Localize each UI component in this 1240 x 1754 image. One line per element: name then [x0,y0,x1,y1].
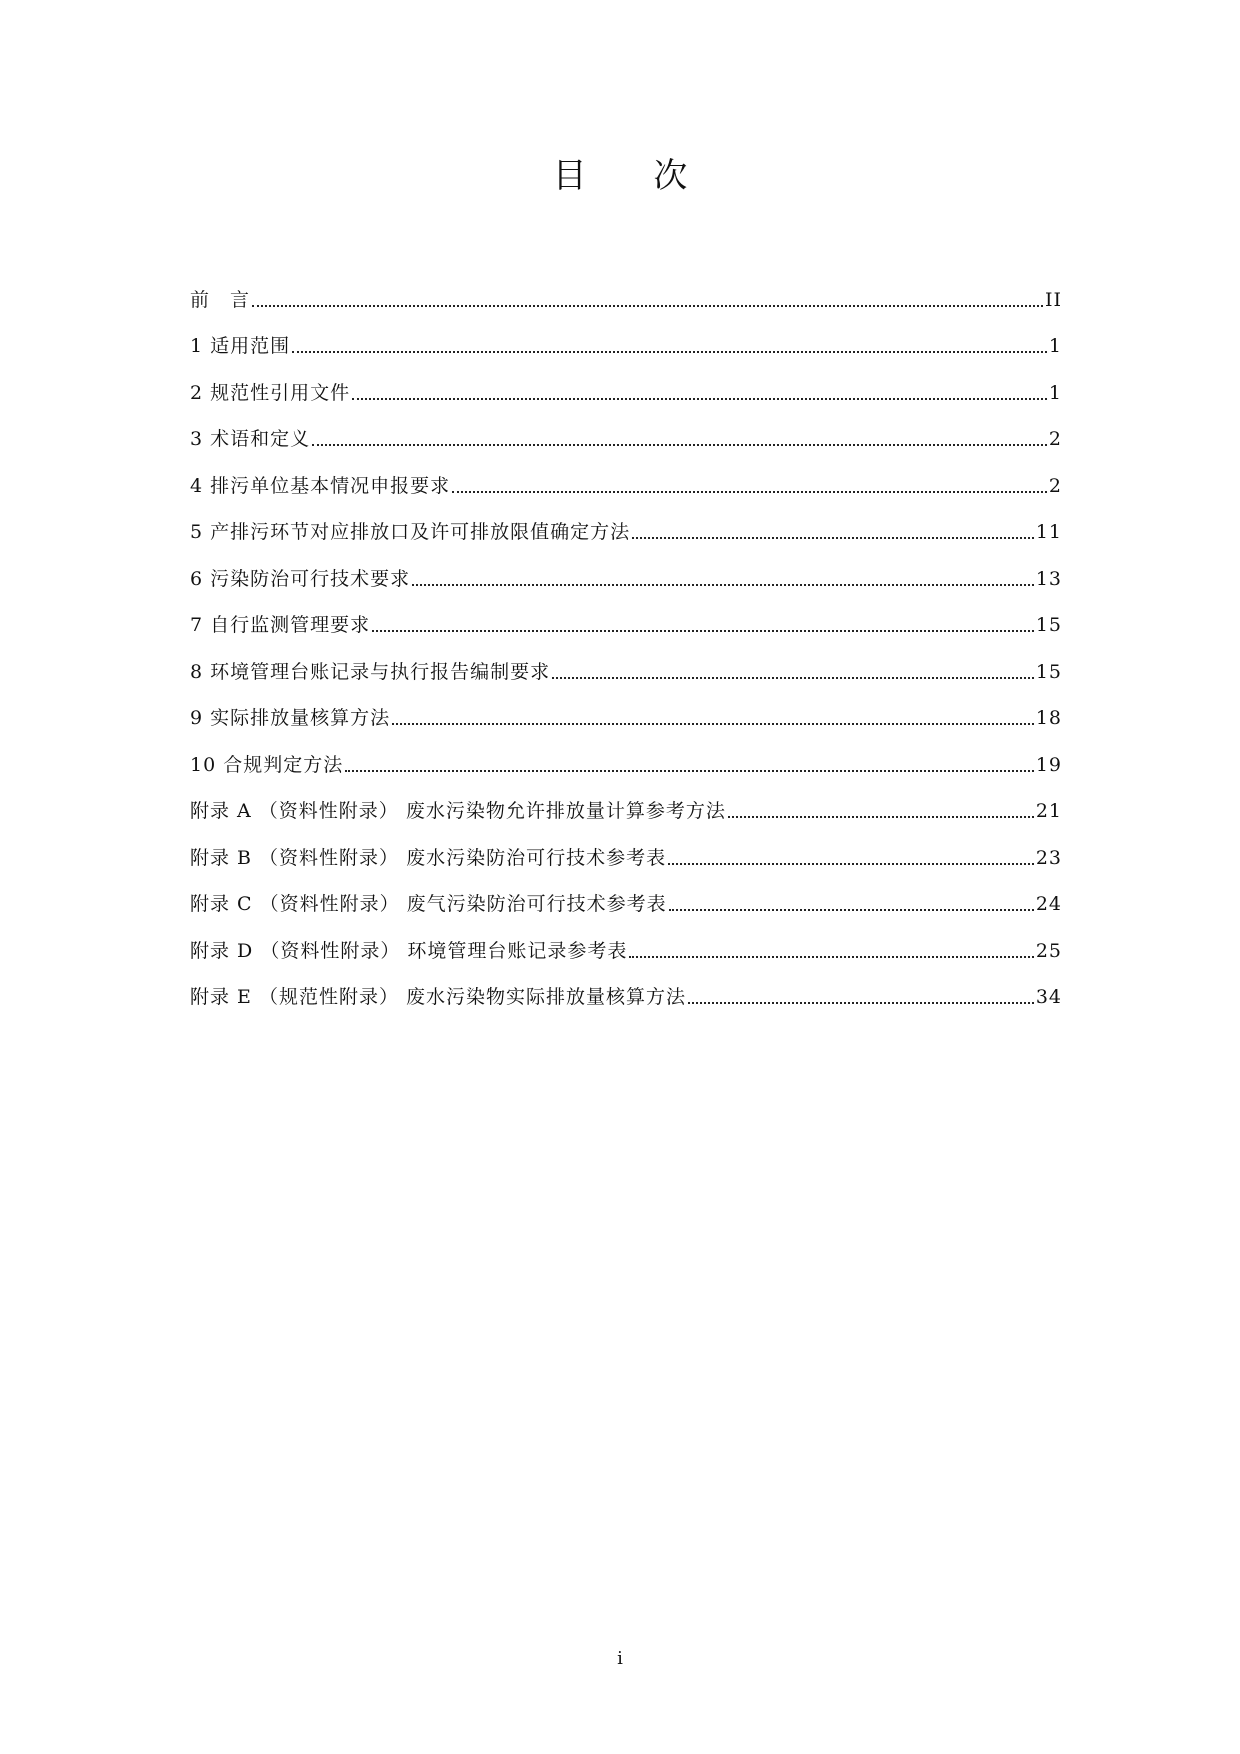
toc-page-number: 19 [1035,753,1062,776]
toc-page-number: 2 [1048,428,1062,450]
toc-entry-1[interactable] [190,311,1062,358]
toc-page-number: 24 [1035,893,1062,915]
toc-leader [352,398,1047,400]
toc-entry-9[interactable] [190,683,1062,730]
toc-entry-4[interactable] [190,450,1062,497]
toc-label: 4 排污单位基本情况申报要求 [190,474,451,497]
toc-leader [452,491,1047,493]
toc-leader [688,1002,1034,1004]
toc-label: 附录 D （资料性附录） 环境管理台账记录参考表 [190,939,628,962]
toc-page-number: 1 [1048,335,1062,357]
toc-entry-7[interactable] [190,590,1062,637]
toc-label: 附录 C （资料性附录） 废气污染防治可行技术参考表 [190,893,667,915]
toc-page-number: 23 [1035,846,1062,869]
toc-leader [632,537,1034,539]
toc-leader [292,351,1047,353]
toc-leader [668,863,1034,865]
toc-page-number: II [1044,288,1062,311]
toc-entry-appendix-e[interactable] [190,962,1062,1009]
toc-page-number: 13 [1035,567,1062,590]
toc-page-number: 34 [1035,986,1062,1008]
toc-page-number: 15 [1035,660,1062,683]
toc-label: 10 合规判定方法 [190,753,344,776]
toc-label: 3 术语和定义 [190,428,311,450]
toc-entry-foreword[interactable] [190,264,1062,311]
toc-entry-2[interactable] [190,357,1062,404]
toc-label: 7 自行监测管理要求 [190,614,371,636]
toc-leader [412,584,1034,586]
toc-leader [372,630,1034,632]
toc-page-number: 18 [1035,707,1062,729]
toc-label: 9 实际排放量核算方法 [190,707,391,729]
toc-leader [252,305,1043,307]
toc-label: 附录 E （规范性附录） 废水污染物实际排放量核算方法 [190,986,686,1008]
toc-label: 1 适用范围 [190,335,291,357]
toc-leader [345,770,1034,772]
toc-label: 6 污染防治可行技术要求 [190,567,411,590]
toc-label: 前 言 [190,288,251,311]
toc-page-number: 21 [1035,800,1062,822]
toc-label: 附录 B （资料性附录） 废水污染防治可行技术参考表 [190,846,667,869]
toc-page-number: 2 [1048,474,1062,497]
toc-page-number: 1 [1048,381,1062,404]
toc-entry-10[interactable] [190,729,1062,776]
toc-leader [669,909,1034,911]
toc-entry-3[interactable] [190,404,1062,451]
toc-entry-6[interactable] [190,543,1062,590]
toc-leader [392,723,1034,725]
toc-label: 2 规范性引用文件 [190,381,351,404]
toc-label: 5 产排污环节对应排放口及许可排放限值确定方法 [190,521,631,543]
toc-leader [552,677,1034,679]
toc-label: 附录 A （资料性附录） 废水污染物允许排放量计算参考方法 [190,800,726,822]
toc-entry-appendix-d[interactable] [190,915,1062,962]
toc-label: 8 环境管理台账记录与执行报告编制要求 [190,660,551,683]
toc-page-number: 11 [1035,521,1062,543]
toc-leader [728,816,1034,818]
toc-entry-8[interactable] [190,636,1062,683]
toc-entry-appendix-a[interactable] [190,776,1062,823]
page-title: 目 次 [552,156,716,196]
toc-entry-5[interactable] [190,497,1062,544]
toc-entry-appendix-b[interactable] [190,822,1062,869]
toc-leader [629,956,1033,958]
page-footer-number: i [617,1648,623,1669]
toc-leader [312,444,1047,446]
table-of-contents [190,264,1062,1008]
toc-page-number: 15 [1035,614,1062,636]
toc-page-number: 25 [1035,939,1062,962]
toc-entry-appendix-c[interactable] [190,869,1062,916]
